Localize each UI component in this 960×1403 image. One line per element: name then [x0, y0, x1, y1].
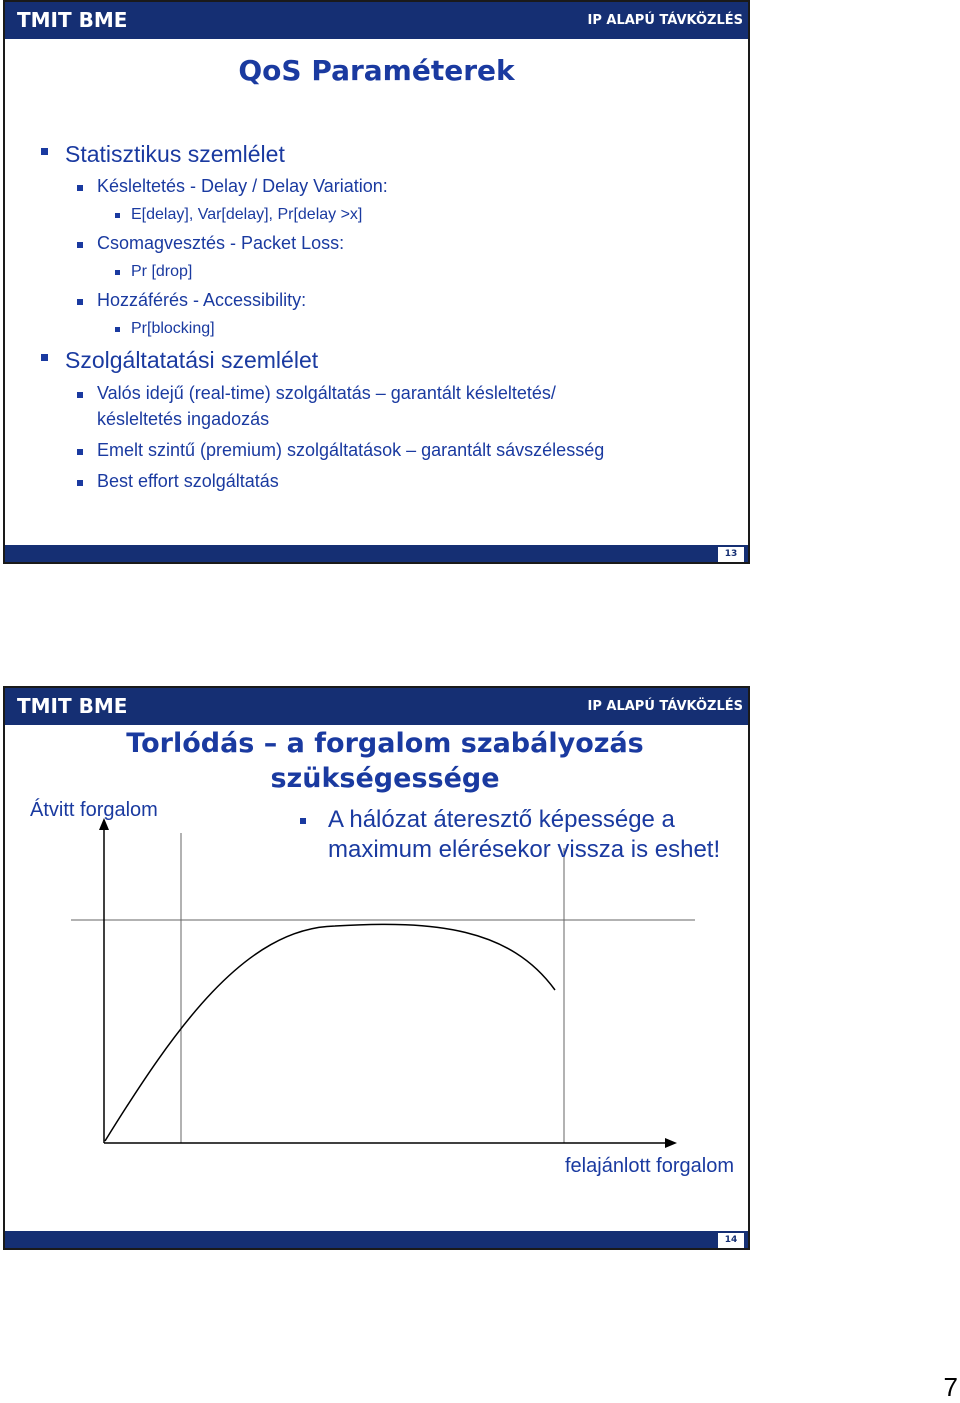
slide-footer-bar: [5, 1231, 748, 1248]
bullet-text-line1: A hálózat áteresztő képessége a: [328, 806, 675, 833]
throughput-curve: [105, 924, 555, 1141]
slide-footer-bar: [5, 545, 748, 562]
bullet-text-line2: maximum elérésekor vissza is eshet!: [328, 836, 721, 863]
bullet-item: Best effort szolgáltatás: [97, 471, 279, 491]
bullet-square-icon: [41, 148, 48, 155]
bullet-square-icon: [115, 327, 120, 332]
bullet-item: Emelt szintű (premium) szolgáltatások – garantált sávszélesség: [97, 440, 605, 460]
course-label: IP ALAPÚ TÁVKÖZLÉS: [587, 699, 743, 714]
bullet-item: Valós idejű (real-time) szolgáltatás – garantált késleltetés/: [97, 383, 556, 403]
bullet-square-icon: [77, 299, 83, 305]
bullet-item: Statisztikus szemlélet: [65, 141, 285, 167]
bullet-square-icon: [77, 392, 83, 398]
bullet-item: Pr[blocking]: [131, 320, 215, 337]
y-axis-label: Átvitt forgalom: [30, 799, 158, 821]
slide-title: QoS Paraméterek: [238, 54, 515, 87]
bullet-item: Csomagvesztés - Packet Loss:: [97, 233, 345, 253]
slide-14: [3, 686, 750, 1250]
slide-title-line2: szükségessége: [270, 763, 500, 794]
bullet-item: Késleltetés - Delay / Delay Variation:: [97, 176, 388, 196]
bullet-item: Hozzáférés - Accessibility:: [97, 290, 307, 310]
bullet-square-icon: [77, 242, 83, 248]
brand-label: TMIT BME: [17, 8, 128, 32]
x-axis-arrow-icon: [665, 1138, 677, 1148]
bullet-square-icon: [77, 480, 83, 486]
bullet-item: Szolgáltatatási szemlélet: [65, 347, 319, 373]
x-axis-label: felajánlott forgalom: [565, 1155, 734, 1177]
bullet-square-icon: [77, 449, 83, 455]
bullet-square-icon: [115, 213, 120, 218]
bullet-square-icon: [41, 354, 48, 361]
bullet-item: E[delay], Var[delay], Pr[delay >x]: [131, 206, 363, 223]
slide-page-number: 14: [718, 1233, 744, 1248]
bullet-square-icon: [77, 185, 83, 191]
slide-page-number: 13: [718, 547, 744, 562]
course-label: IP ALAPÚ TÁVKÖZLÉS: [587, 13, 743, 28]
document-page-number: 7: [943, 1372, 958, 1402]
bullet-item-continuation: késleltetés ingadozás: [97, 409, 270, 429]
slide-13: [3, 0, 750, 564]
bullet-square-icon: [115, 270, 120, 275]
brand-label: TMIT BME: [17, 694, 128, 718]
slide-title-line1: Torlódás – a forgalom szabályozás: [126, 728, 644, 759]
slide-header-bar: [5, 2, 748, 39]
bullet-square-icon: [300, 818, 306, 824]
bullet-item: Pr [drop]: [131, 263, 193, 280]
